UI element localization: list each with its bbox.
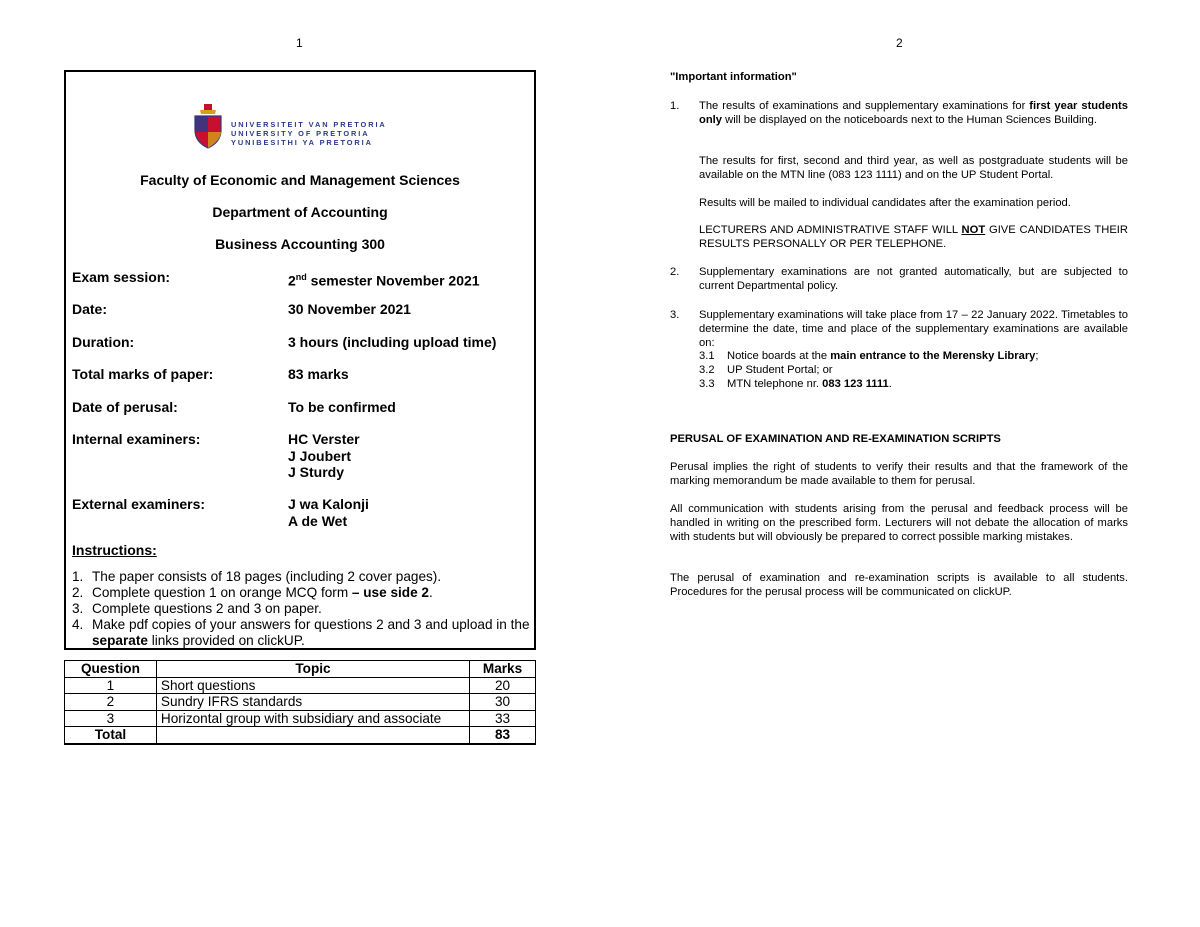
item-1-emphasis: first year students only: [699, 100, 1128, 126]
faculty-title: Faculty of Economic and Management Sciences: [140, 172, 460, 188]
sub-item-emphasis: 083 123 1111: [822, 377, 889, 390]
table-row: [65, 694, 536, 711]
total-marks-label: Total marks of paper:: [72, 366, 214, 382]
instruction-text: Complete questions 2 and 3 on paper.: [92, 601, 322, 616]
internal-examiner: HC Verster: [288, 431, 360, 447]
crest-icon: [191, 102, 225, 152]
item-3-text: Supplementary examinations will take place from 17 – 22 January 2022. Timetables to determine the date, time and place of the supplementary examinations are available on:: [699, 309, 1128, 349]
instruction-number: 1.: [72, 569, 84, 584]
instruction-number: 4.: [72, 617, 84, 632]
instruction-text-end: links provided on clickUP.: [147, 633, 305, 648]
external-examiners-label: External examiners:: [72, 496, 206, 512]
instruction-text: Complete question 1 on orange MCQ form: [92, 585, 352, 600]
marks-cell: 20: [470, 677, 536, 694]
item-1-text: The results of examinations and supplementary examinations for: [699, 100, 1030, 112]
sub-item-text-end: .: [888, 377, 892, 390]
university-name-en: UNIVERSITY OF PRETORIA: [231, 129, 370, 138]
column-header-marks: Marks: [470, 661, 536, 678]
internal-examiners-label: Internal examiners:: [72, 431, 201, 447]
perusal-heading: PERUSAL OF EXAMINATION AND RE-EXAMINATION SCRIPTS: [670, 433, 1001, 445]
sub-item-text-end: ;: [1035, 350, 1039, 363]
page-number-left: 1: [296, 36, 303, 50]
perusal-date-value: To be confirmed: [288, 399, 396, 415]
instructions-list: [72, 569, 530, 649]
column-header-question: Question: [65, 661, 157, 678]
item-number: 2.: [670, 266, 680, 278]
table-row: [65, 710, 536, 727]
university-name: [231, 120, 387, 147]
university-name-nso: YUNIBESITHI YA PRETORIA: [231, 138, 373, 147]
sub-item: [699, 378, 1128, 392]
perusal-date-label: Date of perusal:: [72, 399, 178, 415]
total-empty-cell: [156, 727, 469, 744]
instruction-text: The paper consists of 18 pages (including 2 cover pages).: [92, 569, 442, 584]
internal-examiners-list: [288, 431, 360, 481]
exam-session-suffix: nd: [295, 272, 307, 282]
marks-cell: 33: [470, 710, 536, 727]
table-total-row: [65, 727, 536, 744]
sub-item-number: 3.1: [699, 350, 715, 363]
instruction-number: 3.: [72, 601, 84, 616]
instruction-item: [72, 585, 530, 601]
item-number: 3.: [670, 309, 680, 321]
item-1-text-end: will be displayed on the noticeboards next to the Human Sciences Building.: [722, 113, 1098, 126]
date-value: 30 November 2021: [288, 301, 411, 317]
total-value-cell: 83: [470, 727, 536, 744]
university-name-af: UNIVERSITEIT VAN PRETORIA: [231, 120, 387, 129]
table-row: [65, 677, 536, 694]
question-cell: 2: [65, 694, 157, 711]
exam-session-label: Exam session:: [72, 269, 171, 285]
perusal-paragraph-3: The perusal of examination and re-examination scripts is available to all students. Procedures for the perusal process will be communicated on clickUP.: [670, 572, 1128, 598]
item-1-caps-emphasis: NOT: [961, 224, 986, 236]
instructions-heading: Instructions:: [72, 542, 157, 558]
table-header-row: [65, 661, 536, 678]
total-label-cell: Total: [65, 727, 157, 744]
sub-item-text: Notice boards at the: [727, 350, 831, 363]
instruction-item: [72, 601, 530, 617]
date-label: Date:: [72, 301, 108, 317]
duration-value: 3 hours (including upload time): [288, 334, 497, 350]
external-examiners-list: [288, 496, 369, 529]
external-examiner: J wa Kalonji: [288, 496, 369, 512]
external-examiner: A de Wet: [288, 512, 348, 529]
question-cell: 3: [65, 710, 157, 727]
item-1-paragraph-4: [699, 224, 1128, 252]
item-1-caps-text: LECTURERS AND ADMINISTRATIVE STAFF WILL: [699, 224, 962, 236]
sub-item: [699, 364, 1128, 378]
cover-box: [64, 70, 536, 650]
item-1-paragraph-2: The results for first, second and third year, as well as postgraduate students will be available on the MTN line (083 123 1111) and on the UP Student Portal.: [699, 155, 1128, 181]
instruction-text: Make pdf copies of your answers for questions 2 and 3 and upload in the: [92, 617, 530, 632]
topic-cell: Horizontal group with subsidiary and associate: [156, 710, 469, 727]
instruction-item: [72, 617, 530, 649]
perusal-paragraph-2: All communication with students arising from the perusal and feedback process will be handled in writing on the prescribed form. Lecturers will not debate the allocation of marks with students but will obviously be prepared to correct possible marking mistakes.: [670, 503, 1128, 543]
sub-item: [699, 350, 1128, 364]
instruction-text-end: .: [429, 585, 433, 600]
duration-label: Duration:: [72, 334, 135, 350]
university-logo: [191, 102, 391, 154]
exam-session-rest: semester November 2021: [306, 272, 480, 289]
internal-examiner: J Joubert: [288, 447, 352, 464]
exam-session-ordinal: 2: [288, 272, 296, 289]
item-1-paragraph-3: Results will be mailed to individual candidates after the examination period.: [699, 197, 1071, 209]
item-1-paragraph-1: [699, 100, 1128, 128]
marks-cell: 30: [470, 694, 536, 711]
marks-table: [64, 660, 536, 745]
column-header-topic: Topic: [156, 661, 469, 678]
page-number-right: 2: [896, 36, 903, 50]
sub-item-number: 3.3: [699, 377, 715, 390]
sub-item-number: 3.2: [699, 364, 715, 377]
item-2-text: Supplementary examinations are not granted automatically, but are subjected to current Departmental policy.: [699, 266, 1128, 292]
item-3-text-block: [699, 309, 1128, 392]
item-number: 1.: [670, 100, 680, 112]
instruction-emphasis: separate: [92, 633, 148, 648]
department-title: Department of Accounting: [212, 204, 388, 220]
topic-cell: Sundry IFRS standards: [156, 694, 469, 711]
important-heading: "Important information": [670, 71, 797, 83]
item-1-caps-text-end: GIVE CANDIDATES THEIR RESULTS PERSONALLY OR PER TELEPHONE.: [699, 224, 1128, 250]
total-marks-value: 83 marks: [288, 366, 349, 382]
internal-examiner: J Sturdy: [288, 464, 345, 480]
topic-cell: Short questions: [156, 677, 469, 694]
question-cell: 1: [65, 677, 157, 694]
instruction-item: [72, 569, 530, 585]
perusal-paragraph-1: Perusal implies the right of students to verify their results and that the framework of the marking memorandum be made available to them for perusal.: [670, 461, 1128, 487]
sub-item-text: UP Student Portal; or: [727, 364, 833, 377]
course-title: Business Accounting 300: [215, 236, 385, 252]
instruction-number: 2.: [72, 585, 84, 600]
instruction-emphasis: – use side 2: [351, 585, 429, 600]
exam-session-value: [288, 269, 480, 289]
sub-item-text: MTN telephone nr.: [727, 377, 823, 390]
sub-item-emphasis: main entrance to the Merensky Library: [830, 350, 1036, 363]
